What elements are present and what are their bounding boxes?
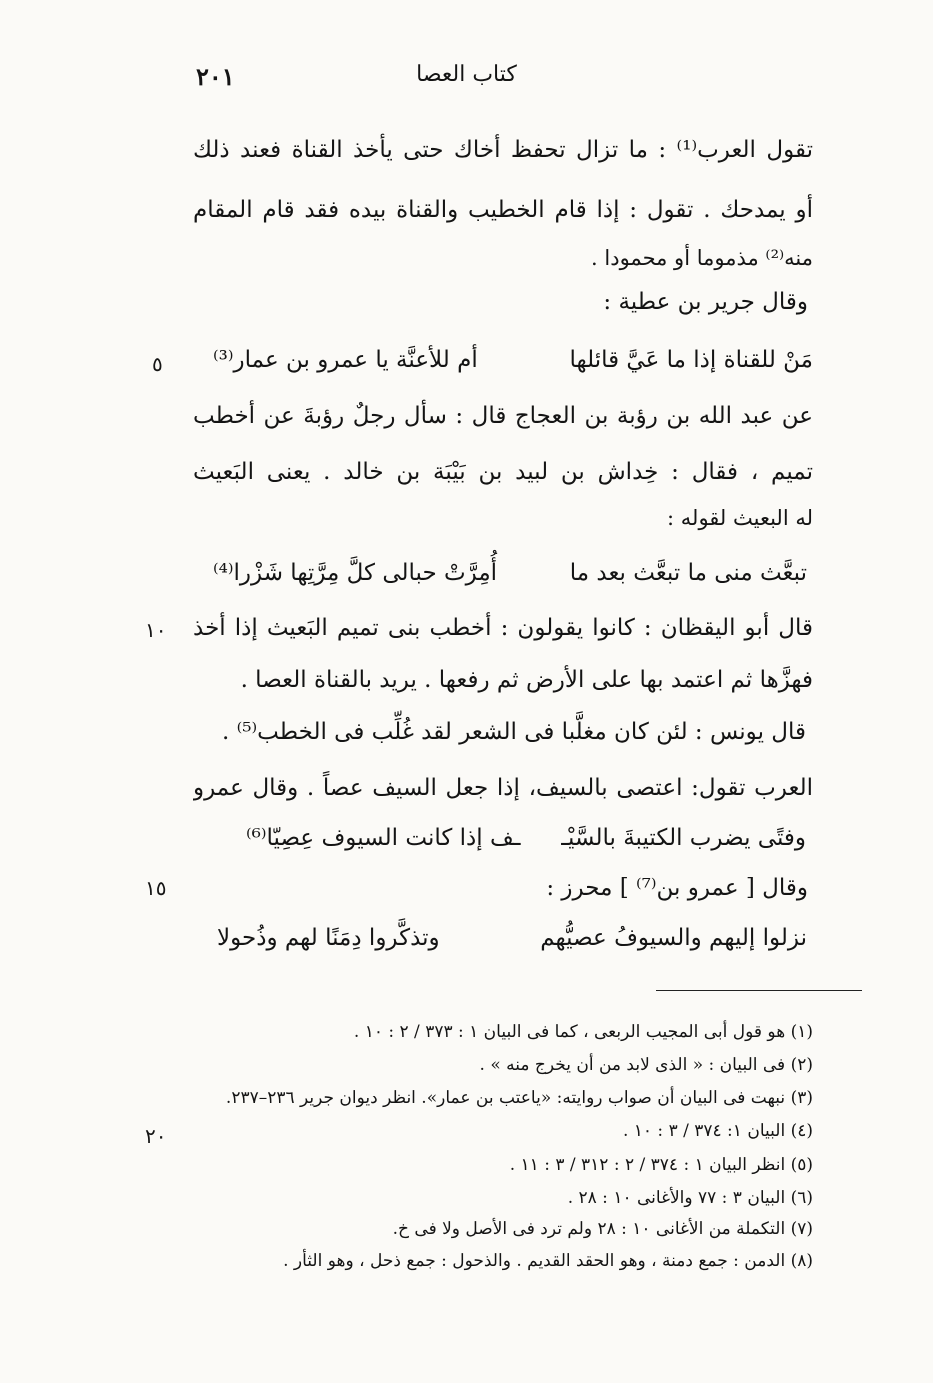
footnote: (٢) فى البيان : « الذى لابد من أن يخرج منه » . bbox=[479, 1055, 813, 1075]
verse-second-hemistich: أُمِرَّتْ حبالى كلَّ مِرَّتِها شَزْرا⁽⁴⁾ bbox=[213, 560, 498, 586]
margin-line-number: ١٥ bbox=[145, 876, 167, 900]
body-line: عن عبد الله بن رؤبة بن العجاج قال : سأل رجلٌ رؤبةَ عن أخطب bbox=[193, 403, 813, 429]
body-line: قال أبو اليقظان : كانوا يقولون : أخطب بنى تميم البَعيث إذا أخذ bbox=[193, 615, 813, 641]
footnote: (٧) التكملة من الأغانى ١٠ : ٢٨ ولم ترد فى الأصل ولا فى خ. bbox=[392, 1219, 813, 1239]
verse bbox=[213, 553, 807, 593]
footnote: (٤) البيان ١: ٣٧٤ / ٣ : ١٠ . bbox=[622, 1121, 813, 1141]
running-title: كتاب العصا bbox=[416, 62, 517, 87]
verse-second-hemistich: ـف إذا كانت السيوف عِصِيّا⁽⁶⁾ bbox=[246, 825, 521, 851]
body-line: تميم ، فقال : خِداش بن لبيد بن بَيْبَة بن خالد . يعنى البَعيث bbox=[193, 459, 813, 485]
body-line: العرب تقول: اعتصى بالسيف، إذا جعل السيف عصاً . وقال عمرو bbox=[193, 775, 813, 801]
footnote: (٨) الدمن : جمع دمنة ، وهو الحقد القديم . والذحول : جمع ذحل ، وهو الثأر . bbox=[283, 1251, 813, 1271]
margin-line-number: ٢٠ bbox=[145, 1124, 167, 1148]
verse bbox=[246, 818, 806, 858]
verse-first-hemistich: نزلوا إليهم والسيوفُ عصيُّهم bbox=[540, 925, 807, 951]
body-line: أو يمدحك . تقول : إذا قام الخطيب والقناة بيده فقد قام المقام bbox=[193, 197, 813, 223]
footnote: (٥) انظر البيان ١ : ٣٧٤ / ٢ : ٣١٢ / ٣ : ١١ . bbox=[509, 1155, 813, 1175]
body-line: فهزَّها ثم اعتمد بها على الأرض ثم رفعها . يريد بالقناة العصا . bbox=[240, 667, 813, 693]
verse-first-hemistich: مَنْ للقناة إذا ما عَيَّ قائلها bbox=[569, 347, 813, 373]
body-line: منه⁽²⁾ مذموما أو محمودا . bbox=[591, 246, 813, 270]
page-number: ٢٠١ bbox=[196, 62, 235, 91]
verse-second-hemistich: وتذكَّروا دِمَنًا لهم وذُحولا bbox=[217, 925, 440, 951]
footnote-separator bbox=[656, 990, 862, 991]
margin-line-number: ١٠ bbox=[145, 618, 167, 642]
verse-first-hemistich: وفتًى يضرب الكتيبةَ بالسَّيْـ bbox=[561, 825, 806, 851]
verse bbox=[217, 918, 807, 958]
body-line: وقال [ عمرو بن⁽⁷⁾ ] محرز : bbox=[546, 875, 808, 901]
footnote: (١) هو قول أبى المجيب الربعى ، كما فى البيان ١ : ٣٧٣ / ٢ : ١٠ . bbox=[353, 1022, 813, 1042]
verse-second-hemistich: أم للأعنَّة يا عمرو بن عمار⁽³⁾ bbox=[213, 347, 478, 373]
footnote: (٣) نبهت فى البيان أن صواب روايته: «ياعتب بن عمار». انظر ديوان جرير ٢٣٦–٢٣٧. bbox=[225, 1088, 813, 1108]
verse bbox=[213, 340, 813, 380]
body-line: قال يونس : لئن كان مغلَّبا فى الشعر لقد غُلِّب فى الخطب⁽⁵⁾ . bbox=[221, 719, 806, 745]
verse-first-hemistich: تبعَّث منى ما تبعَّث بعد ما bbox=[569, 560, 807, 586]
body-line: تقول العرب⁽¹⁾ : ما تزال تحفظ أخاك حتى يأخذ القناة فعند ذلك bbox=[193, 137, 813, 163]
footnote: (٦) البيان ٣ : ٧٧ والأغانى ١٠ : ٢٨ . bbox=[567, 1188, 813, 1208]
body-line: له البعيث لقوله : bbox=[667, 506, 813, 530]
body-line: وقال جرير بن عطية : bbox=[603, 289, 808, 315]
margin-line-number: ٥ bbox=[152, 352, 163, 376]
